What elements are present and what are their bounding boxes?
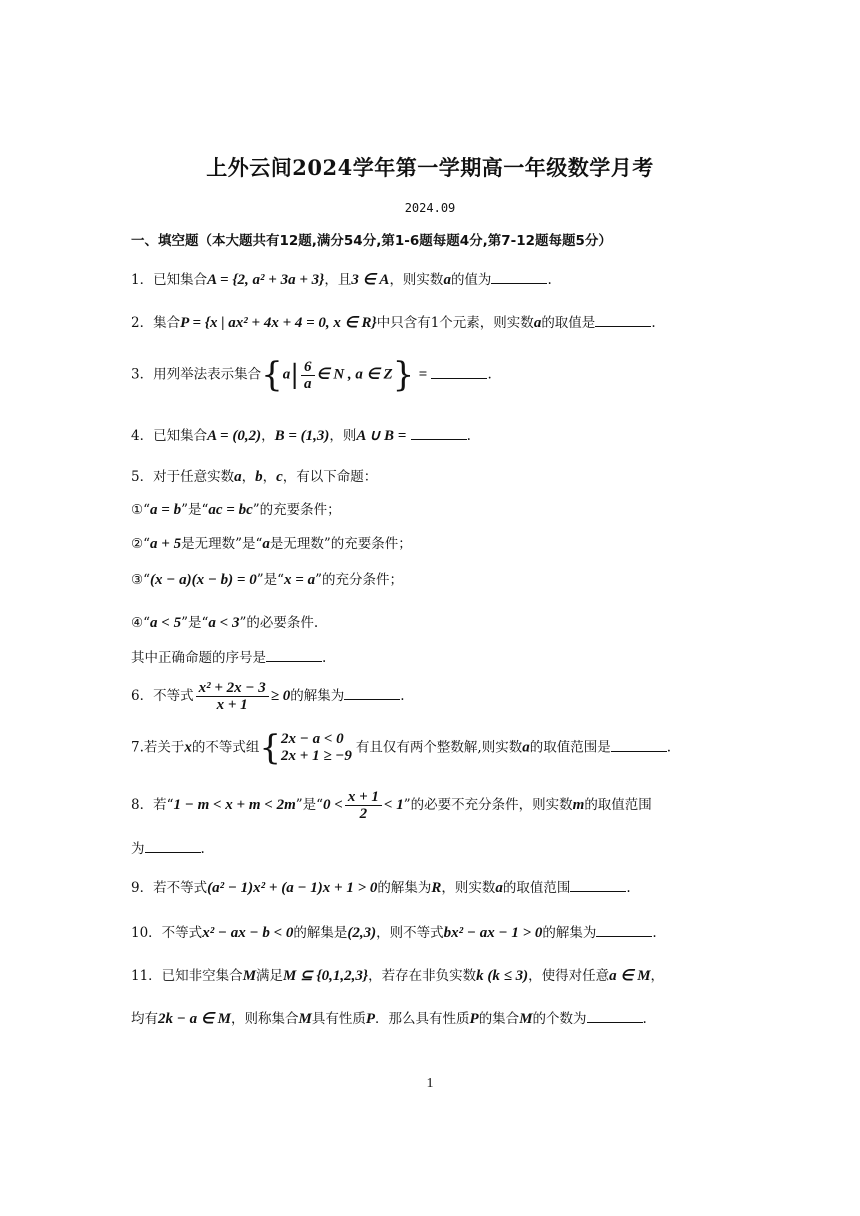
question-11: 11．已知非空集合M满足M ⊆ {0,1,2,3}，若存在非负实数k (k ≤ 3)，使得对任意a ∈ M，	[131, 968, 665, 984]
answer-blank	[491, 269, 547, 284]
fraction: $\frac{x + 1}{2}$	[345, 789, 382, 822]
set-p-definition: P = {x | ax² + 4x + 4 = 0, x ∈ R}	[180, 315, 377, 331]
question-8-cont: 为 .	[131, 838, 205, 859]
answer-blank	[266, 647, 322, 662]
answer-blank	[595, 312, 651, 327]
question-3: 3．用列举法表示集合{a| $\frac{6}{a}$ ∈ N , a ∈ Z} = .	[131, 355, 492, 395]
set-a-definition: A = {2, a² + 3a + 3}	[207, 272, 325, 288]
answer-blank	[411, 425, 467, 440]
question-10: 10．不等式x² − ax − b < 0的解集是(2,3)，则不等式bx² − ax − 1 > 0的解集为 .	[131, 922, 657, 943]
question-6: 6．不等式 $\frac{\text{x² + 2x − 3}}{x + 1}$ ≥ 0的解集为 .	[131, 680, 405, 713]
proposition-4: ④“a < 5”是“a < 3”的必要条件.	[131, 615, 319, 631]
question-1: 1．已知集合A = {2, a² + 3a + 3}，且3 ∈ A，则实数a的值为 .	[131, 269, 552, 290]
proposition-1: ①“a = b”是“ac = bc”的充要条件；	[131, 502, 341, 518]
answer-blank	[611, 737, 667, 752]
proposition-2: ②“a + 5是无理数”是“a是无理数”的充要条件；	[131, 536, 412, 552]
question-5: 5．对于任意实数a，b，c，有以下命题：	[131, 469, 378, 485]
fraction: $\frac{\text{x² + 2x − 3}}{x + 1}$	[196, 680, 269, 713]
fraction: $\frac{6}{a}$	[301, 359, 315, 392]
page-title: 上外云间2024学年第一学期高一年级数学月考	[206, 155, 654, 180]
section-heading: 一、填空题（本大题共有12题,满分54分,第1-6题每题4分,第7-12题每题5分）	[131, 233, 612, 249]
question-5-ask: 其中正确命题的序号是 .	[131, 647, 326, 668]
answer-blank	[596, 922, 652, 937]
answer-blank	[145, 838, 201, 853]
question-11-cont: 均有2k − a ∈ M，则称集合M具有性质P．那么具有性质P的集合M的个数为 .	[131, 1008, 647, 1029]
answer-blank	[587, 1008, 643, 1023]
question-7: 7.若关于x的不等式组{ 2x − a < 0 2x + 1 ≥ −9 有且仅有两个整数解,则实数a的取值范围是 .	[131, 728, 671, 768]
question-2: 2．集合P = {x | ax² + 4x + 4 = 0, x ∈ R}中只含有1个元素，则实数a的取值是 .	[131, 312, 656, 333]
question-8: 8．若“1 − m < x + m < 2m”是“0 < $\frac{x + 1}{2}$ < 1”的必要不充分条件，则实数m的取值范围	[131, 789, 652, 822]
question-9: 9．若不等式(a² − 1)x² + (a − 1)x + 1 > 0的解集为R，则实数a的取值范围 .	[131, 877, 631, 898]
question-4: 4．已知集合A = (0,2)，B = (1,3)，则A ∪ B = .	[131, 425, 471, 446]
page-number: 1	[426, 1076, 434, 1091]
proposition-3: ③“(x − a)(x − b) = 0”是“x = a”的充分条件；	[131, 572, 404, 588]
answer-blank	[570, 877, 626, 892]
answer-blank	[344, 685, 400, 700]
answer-blank	[431, 364, 487, 379]
exam-date: 2024.09	[404, 201, 456, 215]
inequality-system: 2x − a < 0 2x + 1 ≥ −9	[281, 731, 352, 764]
